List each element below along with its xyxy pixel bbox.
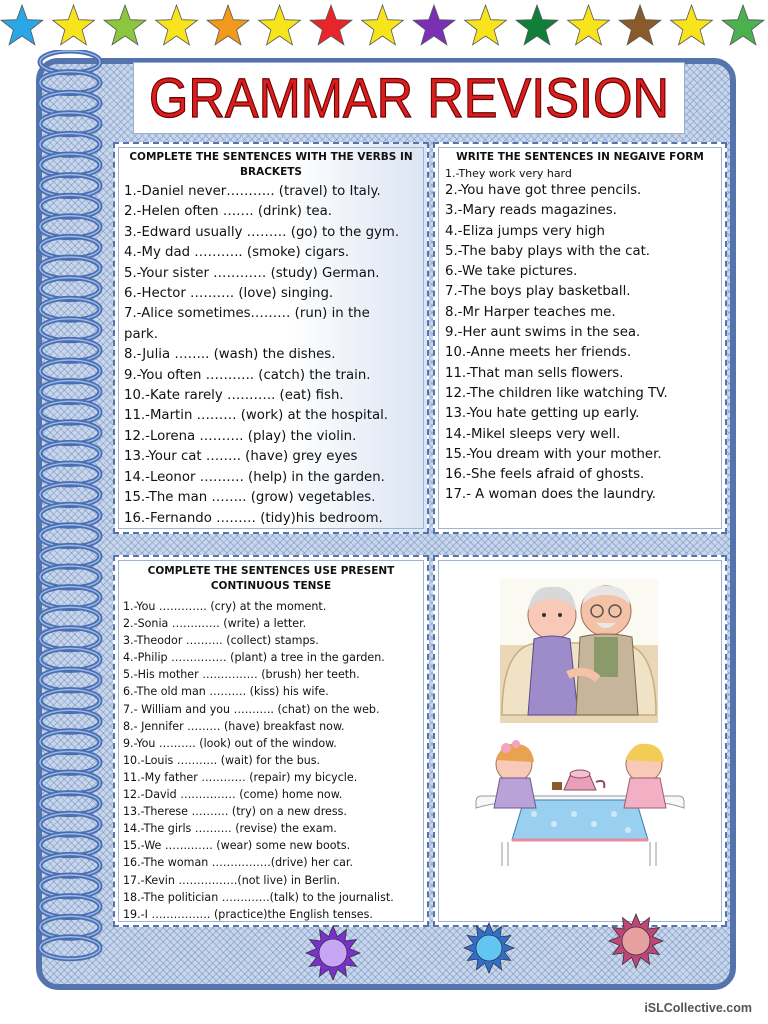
list-item: 5.-The baby plays with the cat. xyxy=(445,243,651,259)
list-item: 16.-She feels afraid of ghosts. xyxy=(445,467,645,483)
sun-blue-icon xyxy=(463,922,515,974)
sun-purple-icon xyxy=(305,925,361,981)
list-item: 13.-You hate getting up early. xyxy=(445,406,640,422)
title-banner xyxy=(133,62,685,134)
star-icon xyxy=(722,5,764,45)
list-item: 1.-Daniel never……….. (travel) to Italy. xyxy=(124,184,381,199)
list-item: 15.-We …………. (wear) some new boots. xyxy=(123,839,351,853)
list-item: 2.-You have got three pencils. xyxy=(445,183,642,198)
list-item: 10.-Kate rarely ……….. (eat) fish. xyxy=(124,388,344,404)
watermark-text: iSLCollective.com xyxy=(644,1001,752,1015)
list-item: 2.-Sonia …………. (write) a letter. xyxy=(123,617,307,631)
list-item: 14.-Leonor ………. (help) in the garden. xyxy=(124,469,385,485)
present-continuous-panel xyxy=(113,555,429,927)
star-icon xyxy=(53,5,95,45)
list-item: 18.-The politician ………….(talk) to the journalist. xyxy=(123,890,394,904)
list-item: 19.-I ……………. (practice)the English tenses. xyxy=(123,907,373,921)
list-item: 7.- William and you ……….. (chat) on the web. xyxy=(123,702,380,716)
list-item: 5.-His mother …………… (brush) her teeth. xyxy=(123,668,360,682)
elderly-couple-illustration xyxy=(498,575,660,725)
section-heading: WRITE THE SENTENCES IN NEGAIVE FORM xyxy=(456,151,704,163)
list-item: 17.-Kevin …………….(not live) in Berlin. xyxy=(123,873,341,887)
tea-party-illustration xyxy=(472,738,688,868)
list-item: 12.-Lorena ………. (play) the violin. xyxy=(124,428,357,444)
list-item: 10.-Anne meets her friends. xyxy=(445,345,632,361)
list-item: 15.-You dream with your mother. xyxy=(445,446,662,462)
list-item: 12.-David …………… (come) home now. xyxy=(123,788,343,802)
list-item: 8.-Julia …….. (wash) the dishes. xyxy=(124,347,336,363)
list-item: 4.-Eliza jumps very high xyxy=(445,223,605,239)
list-item: 11.-That man sells flowers. xyxy=(445,365,624,381)
list-item: 7.-Alice sometimes……… (run) in the park. xyxy=(124,306,370,342)
exercise-list xyxy=(123,598,427,923)
list-item: 16.-The woman …………….(drive) her car. xyxy=(123,856,353,870)
star-icon xyxy=(516,5,558,45)
list-item: 8.-Mr Harper teaches me. xyxy=(445,304,616,320)
sun-pink-icon xyxy=(608,913,664,969)
list-item: 14.-The girls ………. (revise) the exam. xyxy=(123,822,337,836)
list-item: 11.-Martin ……… (work) at the hospital. xyxy=(124,408,389,424)
list-item: 3.-Theodor ………. (collect) stamps. xyxy=(123,634,319,648)
list-item: 11.-My father ………… (repair) my bicycle. xyxy=(123,770,358,784)
list-item: 17.- A woman does the laundry. xyxy=(445,487,657,503)
star-icon xyxy=(413,5,455,45)
star-icon xyxy=(156,5,198,45)
list-item: 2.-Helen often ……. (drink) tea. xyxy=(124,204,332,220)
star-icon xyxy=(568,5,610,45)
list-item: 13.-Therese ………. (try) on a new dress. xyxy=(123,805,347,819)
title-art xyxy=(134,63,684,133)
list-item: 12.-The children like watching TV. xyxy=(445,385,668,401)
list-item: 6.-The old man ………. (kiss) his wife. xyxy=(123,685,329,699)
star-icon xyxy=(619,5,661,45)
list-item: 15.-The man …….. (grow) vegetables. xyxy=(124,490,376,506)
section-heading: COMPLETE THE SENTENCES USE PRESENT CONTINUOUS TENSE xyxy=(147,565,395,592)
star-icon xyxy=(671,5,713,45)
star-icon xyxy=(1,5,43,45)
star-icon xyxy=(310,5,352,45)
star-row xyxy=(0,0,768,60)
list-item: 1.-You …………. (cry) at the moment. xyxy=(123,600,327,613)
list-item: 6.-Hector ………. (love) singing. xyxy=(124,286,334,302)
list-item: 5.-Your sister ………… (study) German. xyxy=(124,265,380,281)
star-icon xyxy=(465,5,507,45)
list-item: 6.-We take pictures. xyxy=(445,264,578,280)
exercise-list xyxy=(445,181,725,506)
spiral-binding-icon xyxy=(34,50,106,980)
list-item: 4.-My dad ……….. (smoke) cigars. xyxy=(124,245,350,261)
page-title: GRAMMAR REVISION xyxy=(149,66,669,129)
list-item: 8.- Jennifer ……… (have) breakfast now. xyxy=(123,719,345,733)
verbs-exercise-panel xyxy=(113,142,429,534)
list-item: 3.-Edward usually ……… (go) to the gym. xyxy=(124,224,400,240)
list-item: 3.-Mary reads magazines. xyxy=(445,203,617,219)
list-item: 16.-Fernando ……… (tidy)his bedroom. xyxy=(124,510,383,526)
list-item: 14.-Mikel sleeps very well. xyxy=(445,426,621,442)
list-item: 7.-The boys play basketball. xyxy=(445,284,631,300)
list-item: 9.-You ………. (look) out of the window. xyxy=(123,736,337,750)
section-heading: COMPLETE THE SENTENCES WITH THE VERBS IN BRACKETS xyxy=(129,151,413,178)
star-icon xyxy=(259,5,301,45)
list-item: 4.-Philip …………… (plant) a tree in the garden. xyxy=(123,651,385,665)
negative-form-panel xyxy=(433,142,727,534)
star-icon xyxy=(362,5,404,45)
star-icon xyxy=(104,5,146,45)
list-item: 1.-They work very hard xyxy=(445,167,572,180)
list-item: 9.-Her aunt swims in the sea. xyxy=(445,325,641,341)
star-icon xyxy=(207,5,249,45)
list-item: 13.-Your cat …….. (have) grey eyes xyxy=(124,449,358,465)
exercise-list xyxy=(124,182,427,529)
list-item: 10.-Louis ……….. (wait) for the bus. xyxy=(123,753,321,767)
list-item: 9.-You often ……….. (catch) the train. xyxy=(124,367,371,383)
